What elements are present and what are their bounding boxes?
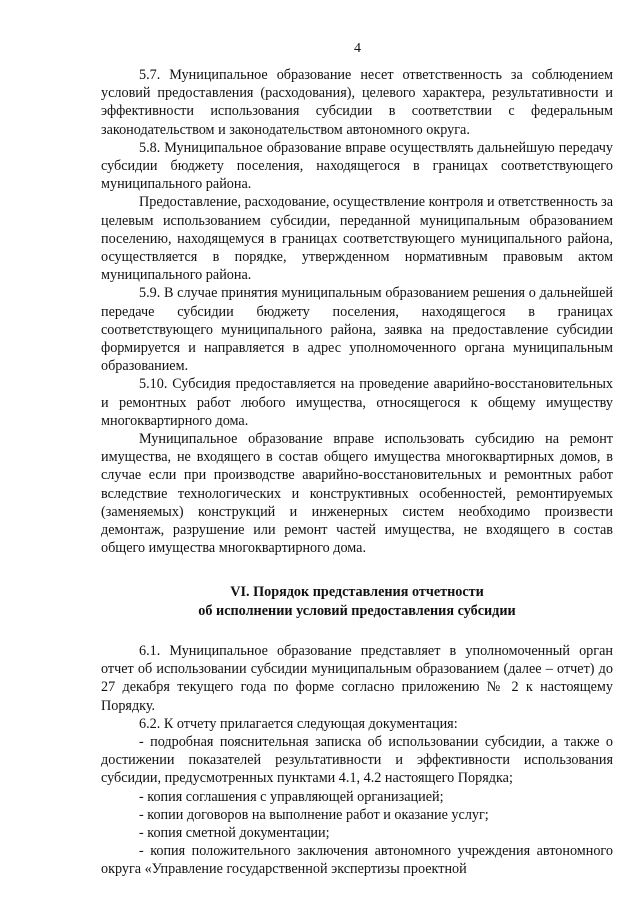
list-item: - копия соглашения с управляющей организацией; bbox=[139, 788, 444, 805]
paragraph-6-1: 6.1. Муниципальное образование представляет в уполномоченный орган отчет об использовании субсидии муниципальным образованием (далее – отчет) до 27 декабря текущего года по форме согласно приложению № 2 к настоящему Порядку. bbox=[101, 642, 613, 714]
paragraph-5-10: 5.10. Субсидия предоставляется на проведение аварийно-восстановительных и ремонтных работ любого имущества, относящегося к общему имуществу многоквартирного дома. bbox=[101, 376, 613, 429]
paragraph-5-9: 5.9. В случае принятия муниципальным образованием решения о дальнейшей передаче субсидии бюджету поселения, находящегося в границах соответствующего муниципального района, заявка на предоставление субсидии формируется и направляется в адрес уполномоченного органа муниципальным образованием. bbox=[101, 285, 613, 375]
list-item: - копия сметной документации; bbox=[139, 824, 330, 841]
paragraph-6-2: 6.2. К отчету прилагается следующая документация: bbox=[139, 715, 458, 732]
list-item: - копии договоров на выполнение работ и оказание услуг; bbox=[139, 806, 489, 823]
section-heading-line-1: VI. Порядок представления отчетности bbox=[230, 584, 484, 601]
document-body bbox=[101, 66, 613, 879]
paragraph-5-10-repair: Муниципальное образование вправе использовать субсидию на ремонт имущества, не входящего в состав общего имущества многоквартирных домов, в случае если при производстве аварийно-восстановительных и ремонтных работ вследствие технологических и конструктивных особенностей, ремонтируемых (заменяемых) конструкций и инженерных систем необходимо произвести демонтаж, разрушение или ремонт частей имущества, не входящего в состав общего имущества многоквартирного дома. bbox=[101, 431, 613, 557]
page-number: 4 bbox=[354, 41, 361, 56]
list-item: - копия положительного заключения автономного учреждения автономного округа «Управление государственной экспертизы проектной bbox=[101, 843, 613, 878]
section-heading-line-2: об исполнении условий предоставления субсидии bbox=[198, 602, 516, 619]
list-item: - подробная пояснительная записка об использовании субсидии, а также о достижении показателей результативности и эффективности использования субсидии, предусмотренных пунктами 4.1, 4.2 настоящего Порядка; bbox=[101, 733, 613, 787]
section-spacer-2 bbox=[101, 620, 613, 642]
section-spacer bbox=[101, 557, 613, 583]
paragraph-5-7: 5.7. Муниципальное образование несет ответственность за соблюдением условий предоставления (расходования), целевого характера, результативности и эффективности использования субсидии в соответствии с федеральным законодательством и законодательством автономного округа. bbox=[101, 67, 613, 138]
paragraph-5-8-control: Предоставление, расходование, осуществление контроля и ответственность за целевым использованием субсидии, переданной муниципальным образованием поселению, находящемуся в границах соответствующего муниципального района, осуществляется в порядке, утвержденном нормативным правовым актом муниципального района. bbox=[101, 194, 613, 284]
paragraph-5-8: 5.8. Муниципальное образование вправе осуществлять дальнейшую передачу субсидии бюджету поселения, находящегося в границах соответствующего муниципального района. bbox=[101, 139, 613, 193]
